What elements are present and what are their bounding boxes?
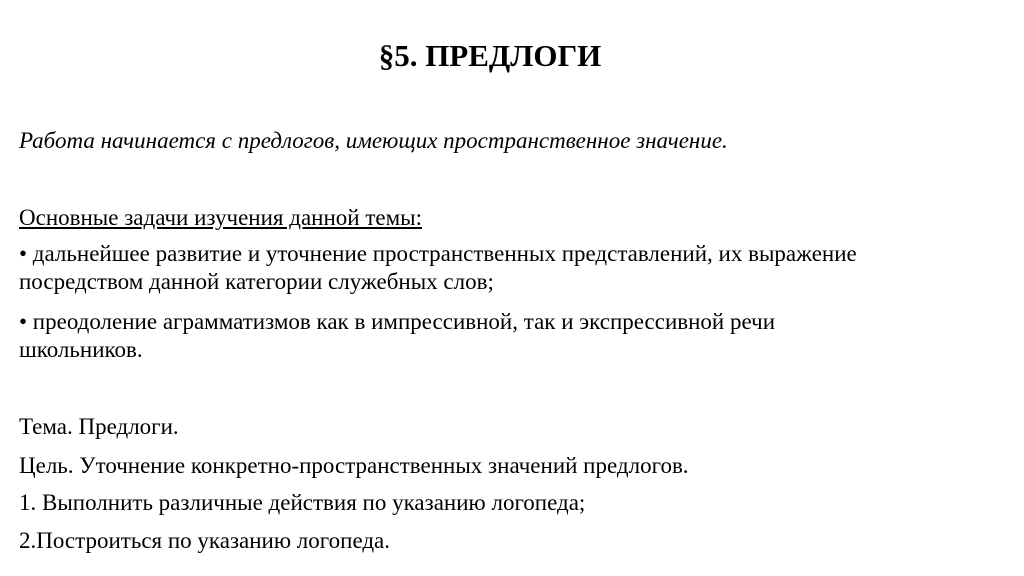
goal-text: Цель. Уточнение конкретно-пространственных значений предлогов. (19, 453, 689, 478)
topic-text: Тема. Предлоги. (19, 414, 179, 439)
bullet-1-line-2: посредством данной категории служебных слов; (19, 269, 494, 294)
slide-title: §5. ПРЕДЛОГИ (378, 38, 602, 73)
tasks-heading: Основные задачи изучения данной темы: (19, 205, 422, 230)
step-1-text: 1. Выполнить различные действия по указанию логопеда; (19, 490, 586, 515)
bullet-2-line-1: • преодоление аграмматизмов как в импрессивной, так и экспрессивной речи (19, 309, 776, 334)
bullet-1-line-1: • дальнейшее развитие и уточнение пространственных представлений, их выражение (19, 241, 857, 266)
step-2-text: 2.Построиться по указанию логопеда. (19, 528, 391, 553)
intro-text: Работа начинается с предлогов, имеющих пространственное значение. (19, 128, 728, 153)
bullet-2-line-2: школьников. (19, 337, 143, 362)
